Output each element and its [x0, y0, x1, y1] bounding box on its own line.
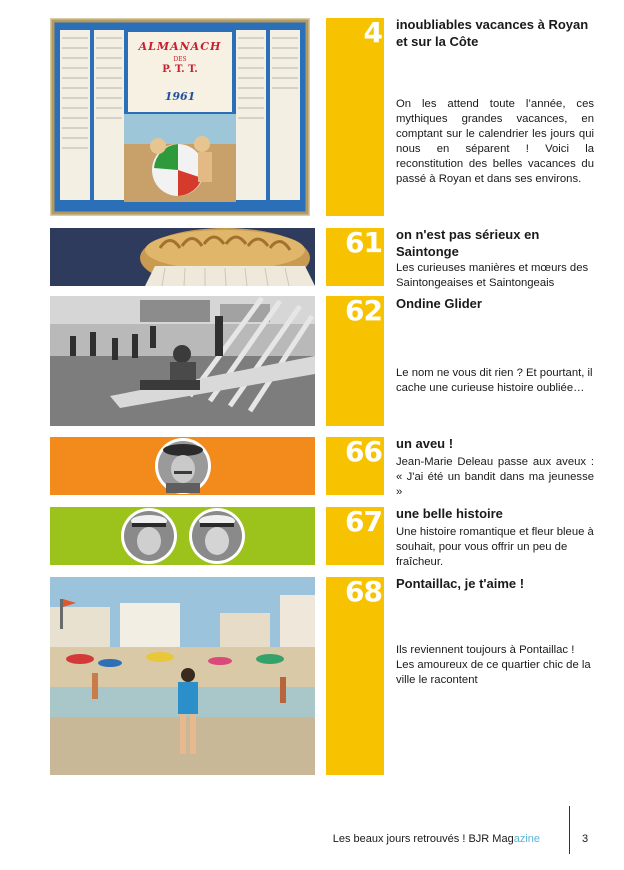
footer-text-accent: azine	[513, 833, 540, 845]
page-number: 62	[345, 294, 382, 327]
page-number: 4	[363, 16, 382, 49]
entry-title: Ondine Glider	[396, 296, 482, 311]
entry-title: Pontaillac, je t'aime !	[396, 576, 525, 591]
page-number: 66	[345, 435, 382, 468]
page-number-bar	[326, 437, 384, 495]
orange-banner	[50, 437, 315, 495]
almanac-title: ALMANACH	[138, 40, 222, 53]
page-number-bar	[326, 577, 384, 775]
entry-description: On les attend toute l’année, ces mythiques grandes vacances, en comptant sur le calendrier les jours qui nous en séparent ! Voici la reconstitution des belles vacances du passé à Royan et dans ses environs.	[396, 98, 594, 185]
entry-title: une belle histoire	[396, 506, 503, 521]
entry-title: on n'est pas sérieux en Saintonge	[396, 227, 540, 259]
page-number: 68	[345, 575, 382, 608]
entry-description: Ils reviennent toujours à Pontaillac ! Les amoureux de ce quartier chic de la ville le racontent	[396, 644, 591, 686]
pastry-photo	[50, 228, 315, 286]
page-number: 67	[345, 505, 382, 538]
page-number-bar	[326, 18, 384, 216]
folio-page-number: 3	[582, 833, 589, 845]
page-number: 61	[345, 226, 382, 259]
entry-description: Une histoire romantique et fleur bleue à souhait, pour vous offrir un peu de fraîcheur.	[396, 526, 594, 568]
entry-description: Le nom ne vous dit rien ? Et pourtant, il cache une curieuse histoire oubliée…	[396, 367, 593, 394]
almanac-year: 1961	[164, 90, 196, 103]
glider-photo	[50, 296, 315, 426]
footer-text: Les beaux jours retrouvés ! BJR Mag	[332, 833, 514, 845]
footer-magazine-name	[333, 833, 540, 845]
entry-description: Les curieuses manières et mœurs des Saintongeaises et Saintongeais	[396, 262, 589, 289]
entry-title: inoubliables vacances à Royan et sur la Côte	[396, 17, 589, 49]
entry-title: un aveu !	[396, 436, 454, 451]
almanac-subtitle: DES	[173, 56, 187, 63]
green-banner	[50, 507, 315, 565]
footer-divider	[569, 806, 570, 854]
page-number-bar	[326, 296, 384, 426]
page-number-bar	[326, 228, 384, 286]
entry-description: Jean-Marie Deleau passe aux aveux : « J'ai été un bandit dans ma jeunesse »	[396, 456, 594, 498]
beach-photo	[50, 577, 315, 775]
almanac-photo	[50, 18, 310, 216]
page-number-bar	[326, 507, 384, 565]
almanac-ptt: P. T. T.	[162, 64, 198, 75]
